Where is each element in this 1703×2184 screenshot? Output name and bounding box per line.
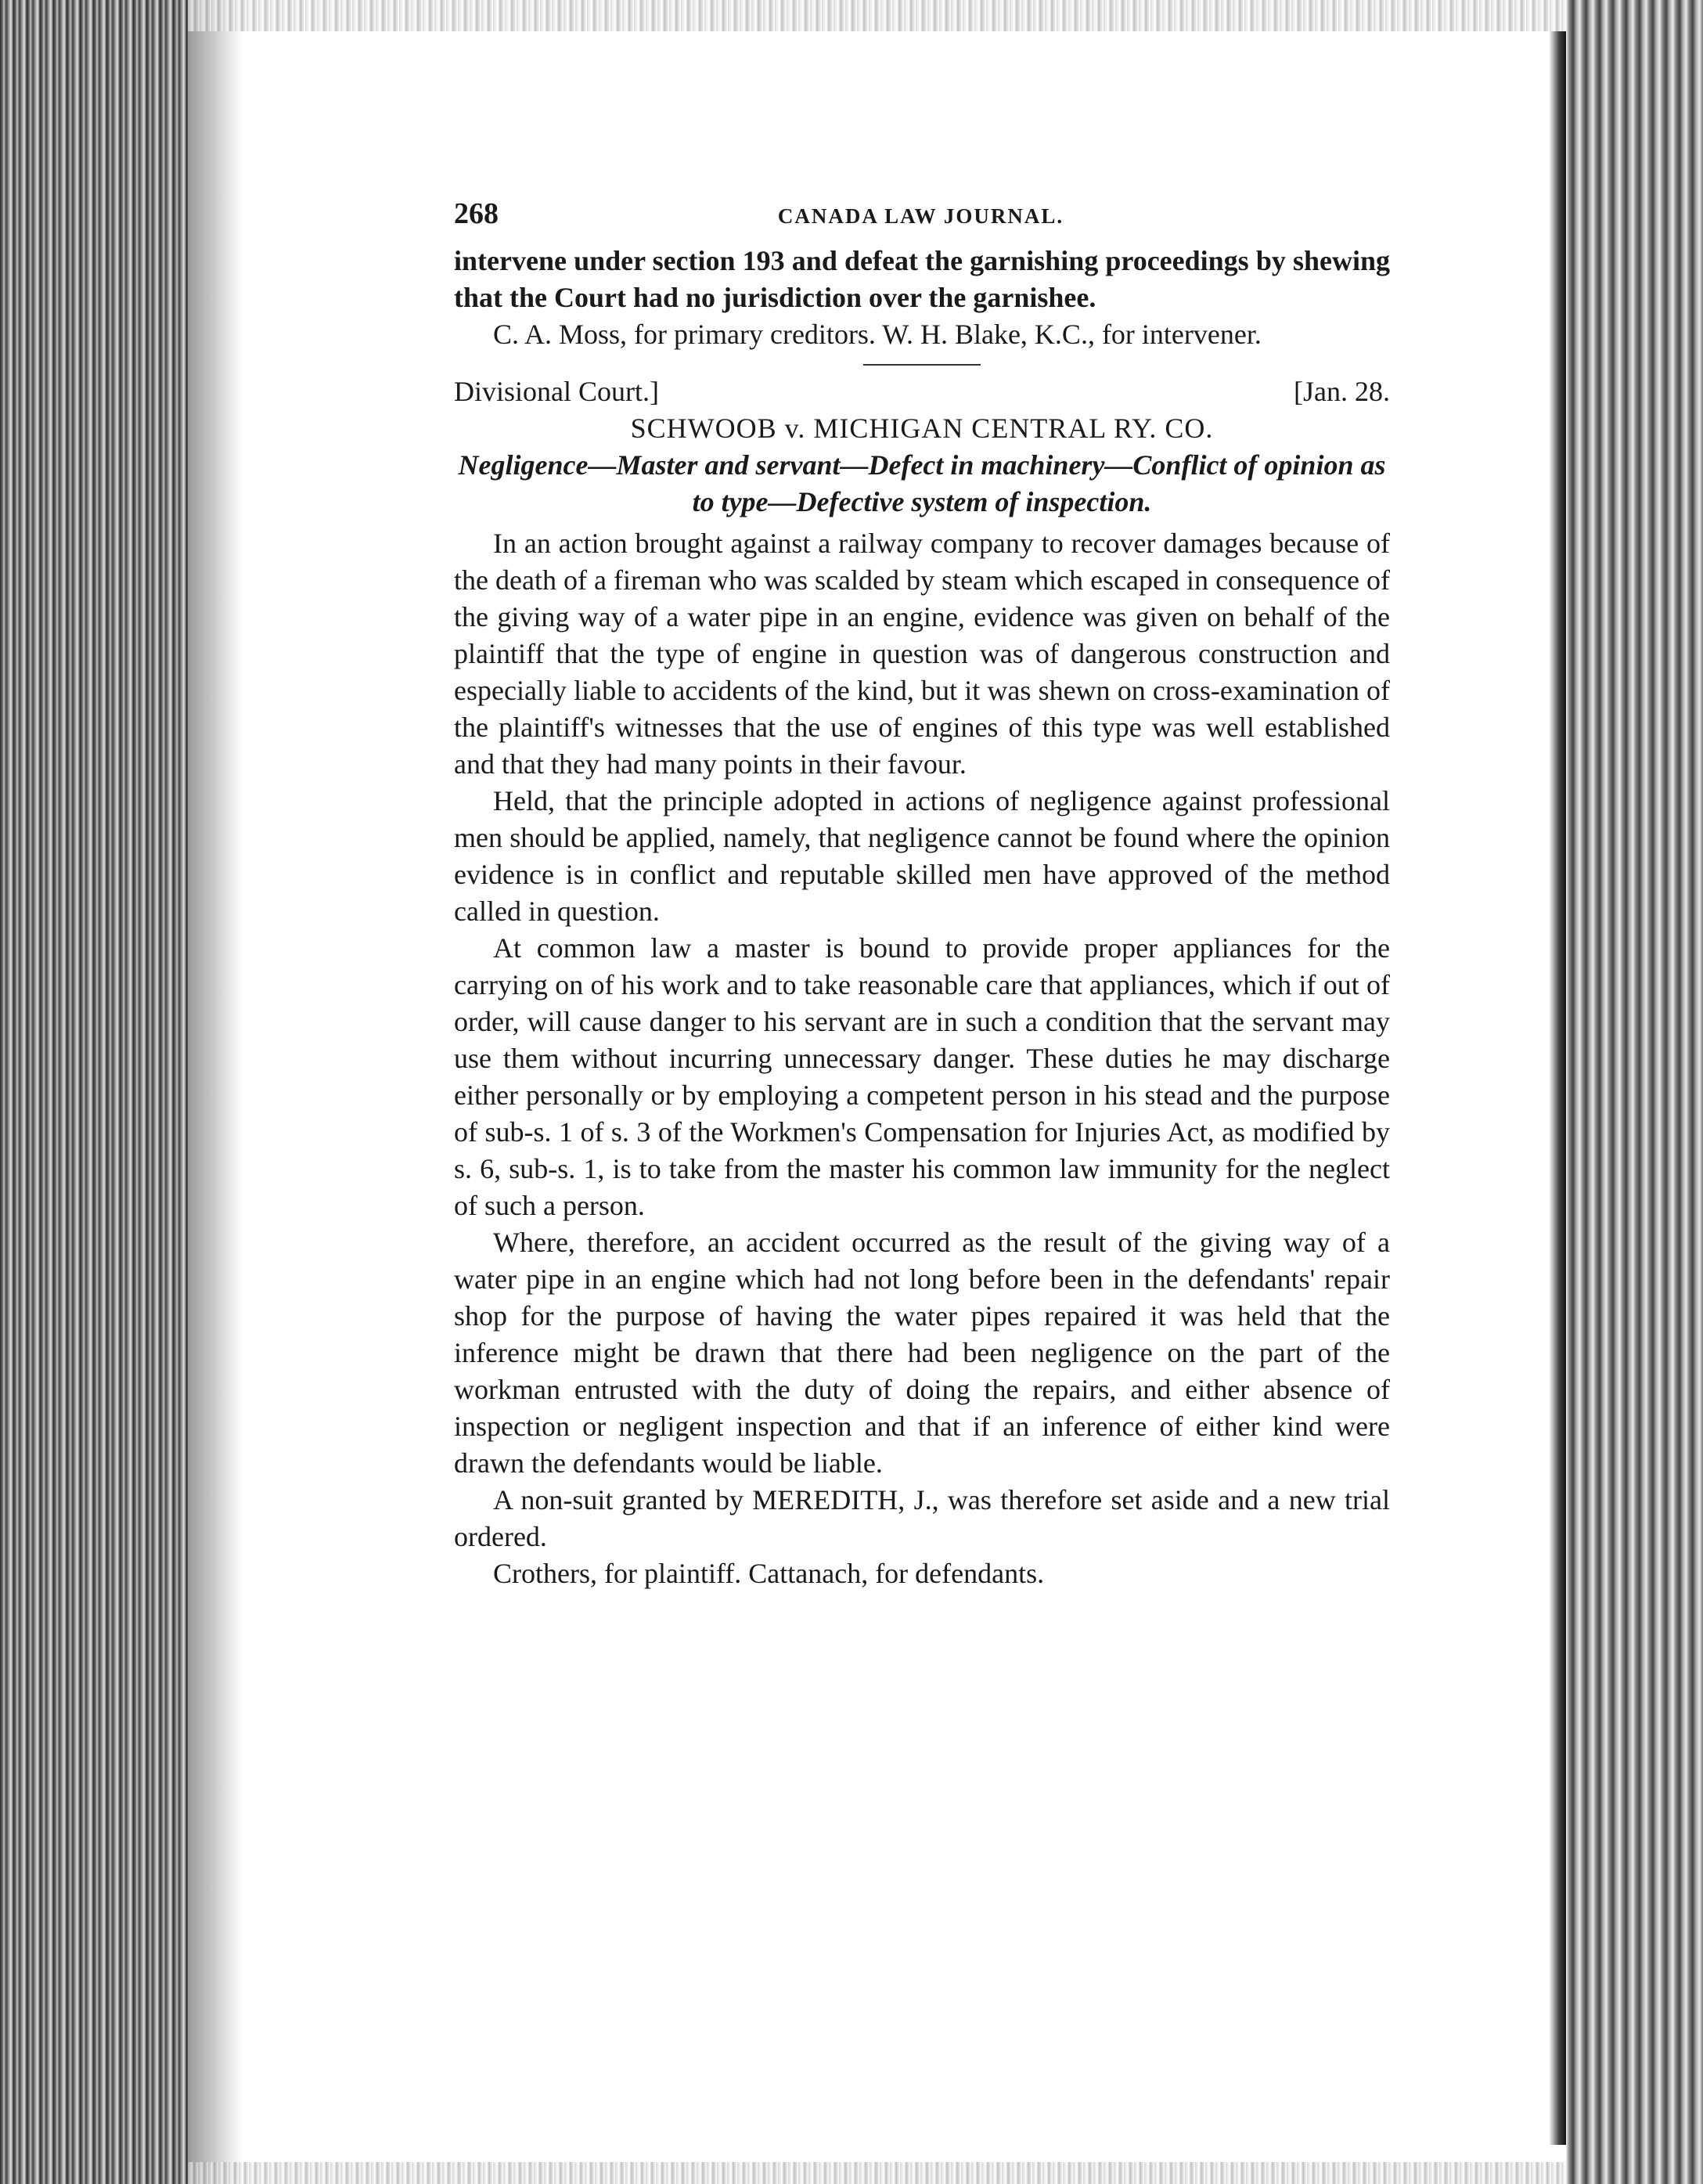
scan-left-shadow [188,0,243,2184]
page-number: 268 [454,197,499,230]
scan-top-edge [188,0,1566,31]
case-paragraph-3: At common law a master is bound to provide proper appliances for the carrying on of his work and to take reasonable care that appliances, which if out of order, will cause danger to his servant are in such a condition that the servant may use them without incurring unnecessary danger. These duties he may discharge either personally or by employing a competent person in his stead and the purpose of sub-s. 1 of s. 3 of the Workmen's Compensation for Injuries Act, as modified by s. 6, sub-s. 1, is to take from the master his common law immunity for the neglect of such a person. [454,932,1390,1221]
case-paragraph-result: A non-suit granted by MEREDITH, J., was therefore set aside and a new trial ordered. [454,1484,1390,1552]
case-headnote: Negligence—Master and servant—Defect in machinery—Conflict of opinion as to type—Defective system of inspection. [458,449,1386,517]
running-head: CANADA LAW JOURNAL. [777,204,1064,228]
case-date: [Jan. 28. [1294,376,1390,407]
section-separator [863,364,981,366]
case-paragraph-4: Where, therefore, an accident occurred as the result of the giving way of a water pipe in an engine which had not long before been in the defendants' repair shop for the purpose of having the water pipes repaired it was held that the inference might be drawn that there had been negligence on the part of the workman entrusted with the duty of doing the repairs, and either absence of inspection or negligent inspection and that if an inference of either kind were drawn the defendants would be liable. [454,1227,1390,1479]
prev-case-counsel: C. A. Moss, for primary creditors. W. H. Blake, K.C., for intervener. [493,319,1262,350]
case-counsel: Crothers, for plaintiff. Cattanach, for defendants. [493,1558,1045,1589]
scan-left-edge [0,0,188,2184]
case-paragraph-1: In an action brought against a railway company to recover damages because of the death of a fireman who was scalded by steam which escaped in consequence of the giving way of a water pipe in an engine, evidence was given on behalf of the plaintiff that the type of engine in question was of dangerous construction and especially liable to accidents of the kind, but it was shewn on cross-examination of the plaintiff's witnesses that the use of engines of this type was well established and that they had many points in their favour. [454,528,1390,780]
court-line [454,373,1390,410]
journal-page [454,196,1390,1592]
case-paragraph-held: Held, that the principle adopted in actions of negligence against professional men should be applied, namely, that negligence cannot be found where the opinion evidence is in conflict and reputable skilled men have approved of the method called in question. [454,785,1390,927]
case-title: SCHWOOB v. MICHIGAN CENTRAL RY. CO. [630,413,1214,444]
page-header [454,196,1390,243]
prev-case-paragraph: intervene under section 193 and defeat the garnishing proceedings by shewing that the Court had no jurisdiction over the garnishee. [454,245,1390,313]
scan-right-edge [1566,0,1703,2184]
scan-bottom-edge [188,2162,1566,2184]
scan-right-shadow [1549,31,1566,2145]
court-name: Divisional Court.] [454,376,659,407]
